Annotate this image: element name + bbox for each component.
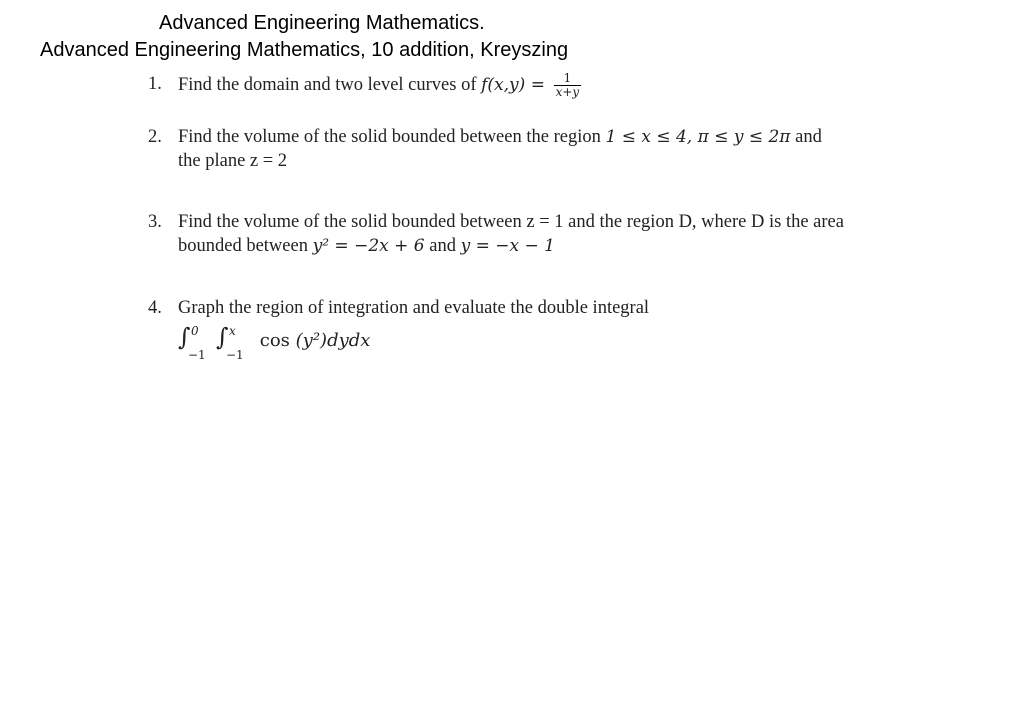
differentials: dydx (327, 330, 371, 351)
integrand-argument: (y²) (295, 330, 328, 351)
fraction-numerator: 1 (554, 72, 582, 86)
region-expression: 1 ≤ x ≤ 4, π ≤ y ≤ 2π (605, 127, 791, 147)
curve-1-expression: y² = −2x + 6 (312, 236, 425, 256)
function-expression: f(x,y) = (481, 74, 545, 95)
integrand-function: cos (259, 330, 290, 351)
inner-lower-limit: −1 (226, 348, 244, 362)
problem-statement-cont: the plane z = 2 (178, 151, 288, 171)
problem-statement: Graph the region of integration and evaluate the double integral (178, 298, 650, 318)
inner-integral (216, 323, 254, 362)
problem-1 (148, 72, 928, 99)
problem-number: 2. (148, 127, 162, 147)
outer-lower-limit: −1 (188, 348, 206, 362)
double-integral (178, 323, 928, 362)
curve-2-expression: y = −x − 1 (460, 236, 555, 256)
outer-upper-limit: 0 (191, 324, 199, 338)
problem-4 (148, 296, 928, 362)
problem-text (178, 72, 928, 99)
document-title: Advanced Engineering Mathematics. (159, 12, 485, 34)
problem-number: 3. (148, 212, 162, 232)
problem-text (178, 296, 928, 320)
problem-text (178, 125, 928, 173)
inner-upper-limit: x (229, 324, 236, 338)
problem-text (178, 210, 928, 258)
integral-icon: ∫ (216, 323, 229, 351)
integrand (260, 330, 371, 351)
problem-number: 1. (148, 74, 162, 94)
problem-statement: Find the volume of the solid bounded between z = 1 and the region D, where D is the area (178, 212, 844, 232)
fraction-denominator: x+y (555, 85, 580, 99)
document-subtitle: Advanced Engineering Mathematics, 10 addition, Kreyszing (40, 39, 569, 61)
problem-number: 4. (148, 298, 162, 318)
problem-statement-cont: bounded between (178, 236, 308, 256)
problem-3 (148, 210, 928, 258)
integral-icon: ∫ (178, 323, 191, 351)
problem-2 (148, 125, 928, 173)
problem-statement: Find the domain and two level curves of (178, 74, 477, 95)
outer-integral (178, 323, 216, 362)
problem-statement: Find the volume of the solid bounded between the region (178, 127, 601, 147)
fraction (554, 72, 582, 99)
conjunction: and (429, 236, 456, 256)
conjunction: and (795, 127, 822, 147)
